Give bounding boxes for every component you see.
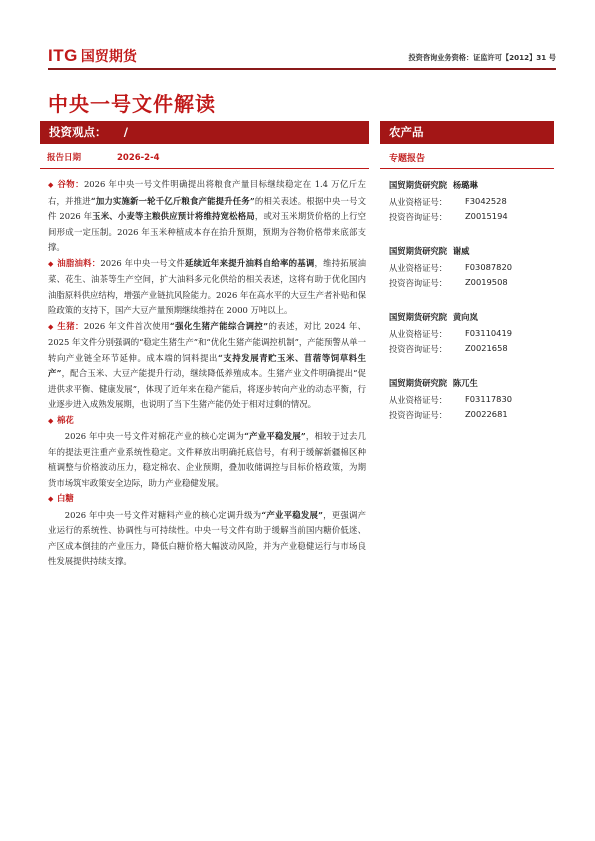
- diamond-bullet-icon: ◆: [48, 416, 54, 425]
- diamond-bullet-icon: ◆: [48, 322, 54, 331]
- analyst-list: [389, 172, 554, 436]
- report-date-row: [47, 151, 160, 163]
- header-divider: [48, 68, 556, 70]
- investment-view-banner: 投资观点： /: [40, 121, 369, 144]
- report-type: 专题报告: [389, 154, 426, 164]
- analyst-card: [389, 238, 554, 304]
- grain-paragraph: ◆ 谷物：2026 年中央一号文件明确提出将粮食产量目标继续稳定在 1.4 万亿斤左右，并推进“加力实施新一轮千亿斤粮食产能提升任务”的相关表述。根据中央一号文件 2026 年玉米、小麦等主粮供应预计将维持宽松格局，或对玉米期货价格的上行空间形成一定压制。2026 年玉米种植成本存在抬升预期，预期为谷物价格带来底部支撑。: [48, 179, 367, 252]
- company-logo: [48, 46, 137, 66]
- analyst-heading: 国贸期货研究院 谢威: [389, 246, 470, 256]
- oil-paragraph: ◆ 油脂油料：2026 年中央一号文件延续近年来提升油料自给率的基调，维持拓展油菜、花生、油茶等生产空间，扩大油料多元化供给的相关表述，这将有助于优化国内油脂原料供应结构，增强产业链抗风险能力。2026 年在高水平的大豆生产者补贴和保险政策的支持下，国产大豆产量预期继续维持在 2000 万吨以上。: [48, 257, 367, 315]
- analyst-card: [389, 172, 554, 238]
- page-header: [48, 44, 556, 66]
- license-text: 投资咨询业务资格：证监许可【2012】31 号: [408, 53, 556, 62]
- analyst-heading: 国贸期货研究院 黄向岚: [389, 312, 478, 322]
- logo-itg: ITG: [48, 46, 78, 65]
- sugar-paragraph: 2026 年中央一号文件对糖料产业的核心定调升级为“产业平稳发展”，更强调产业运行的系统性、协调性与可持续性。中央一号文件有助于缓解当前国内糖价低迷、产区成本倒挂的产业压力，降低白糖价格大幅波动风险，并为产业稳健运行与市场良性发展提供持续支撑。: [48, 509, 367, 566]
- analyst-qualification: 从业资格证号： F3042528: [389, 196, 507, 207]
- analyst-card: [389, 304, 554, 370]
- analyst-consult-cert: 投资咨询证号： Z0019508: [389, 277, 508, 288]
- report-date: 2026-2-4: [117, 153, 160, 163]
- diamond-bullet-icon: ◆: [48, 495, 54, 503]
- diamond-bullet-icon: ◆: [48, 181, 54, 189]
- hog-paragraph: ◆ 生猪：2026 年文件首次使用“强化生猪产能综合调控”的表述，对比 2024 年、2025 年文件分别强调的“稳定生猪生产”和“优化生猪产能调控机制”，产能预警从单一转向产业链全环节延伸。成本端的饲料提出“支持发展青贮玉米、苜蓿等饲草料生产”，配合玉米、大豆产能提升行动，继续降低养殖成本。生猪产业文件明确提出“促进供求平衡、健康发展”，体现了近年来在稳产能后，将逐步转向产业的动态平衡，行业逐步进入成熟发展期，也说明了当下生猪产能仍处于相对过剩的情况。: [48, 320, 367, 409]
- analyst-qualification: 从业资格证号： F03087820: [389, 262, 513, 273]
- report-body: [48, 177, 366, 570]
- analyst-qualification: 从业资格证号： F03110419: [389, 328, 513, 339]
- analyst-qualification: 从业资格证号： F03117830: [389, 394, 513, 405]
- diamond-bullet-icon: ◆: [48, 259, 54, 268]
- sugar-heading: ◆ 白糖: [48, 491, 366, 508]
- category-banner: 农产品: [380, 121, 554, 144]
- document-title: 中央一号文件解读: [48, 92, 216, 116]
- analyst-consult-cert: 投资咨询证号： Z0022681: [389, 409, 508, 420]
- logo-company-name: 国贸期货: [80, 49, 137, 65]
- analyst-card: [389, 370, 554, 436]
- report-date-label: 报告日期: [47, 153, 82, 163]
- analyst-consult-cert: 投资咨询证号： Z0021658: [389, 343, 508, 354]
- date-divider: [40, 168, 369, 169]
- cotton-heading: ◆ 棉花: [48, 413, 366, 430]
- report-type-divider: [380, 168, 554, 169]
- analyst-heading: 国贸期货研究院 杨璐琳: [389, 180, 478, 190]
- analyst-heading: 国贸期货研究院 陈兀生: [389, 378, 478, 388]
- analyst-consult-cert: 投资咨询证号： Z0015194: [389, 211, 508, 222]
- cotton-paragraph: 2026 年中央一号文件对棉花产业的核心定调为“产业平稳发展”，相较于过去几年的提法更注重产业系统性稳定。文件释放出明确托底信号，有利于缓解新疆棉区种植调整与价格波动压力，稳定棉农、企业预期，叠加收储调控与目标价格政策，为期货市场筑牢政策安全边际，助力产业稳健发展。: [48, 431, 366, 488]
